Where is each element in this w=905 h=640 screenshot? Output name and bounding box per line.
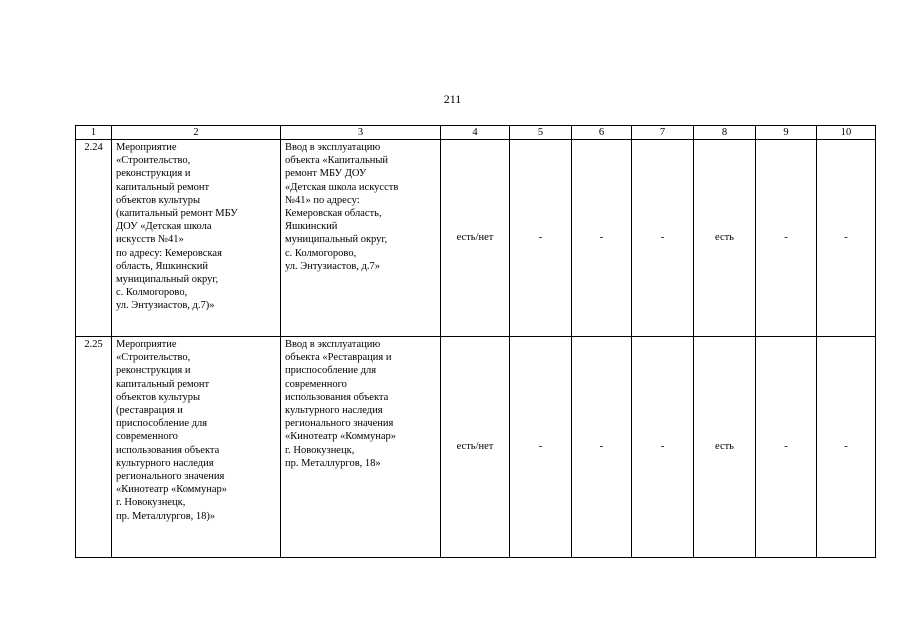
row-number: 2.25 <box>76 337 112 558</box>
table-row <box>76 337 876 558</box>
result-cell: Ввод в эксплуатацию объекта «Реставрация и приспособление для современного использования объекта культурного наследия регионального значения «Кинотеатр «Коммунар» г. Новокузнецк, пр. Металлургов, 18» <box>281 337 441 558</box>
value-cell: есть/нет <box>441 337 510 558</box>
column-header: 2 <box>112 126 281 140</box>
value-cell: - <box>817 140 876 337</box>
value-cell: есть <box>694 140 756 337</box>
column-header: 7 <box>632 126 694 140</box>
result-cell: Ввод в эксплуатацию объекта «Капитальный ремонт МБУ ДОУ «Детская школа искусств №41» по адресу: Кемеровская область, Яшкинский муниципальный округ, с. Колмогорово, ул. Энтузиастов, д.7» <box>281 140 441 337</box>
value-cell: - <box>756 337 817 558</box>
column-header: 4 <box>441 126 510 140</box>
value-cell: - <box>817 337 876 558</box>
table-header-row <box>76 126 876 140</box>
value-cell: есть/нет <box>441 140 510 337</box>
page-number: 211 <box>443 92 462 106</box>
column-header: 6 <box>572 126 632 140</box>
column-header: 8 <box>694 126 756 140</box>
indicators-table <box>75 125 876 558</box>
table-row <box>76 140 876 337</box>
value-cell: - <box>756 140 817 337</box>
value-cell: - <box>510 337 572 558</box>
value-cell: - <box>510 140 572 337</box>
value-cell: - <box>632 337 694 558</box>
value-cell: - <box>572 140 632 337</box>
event-cell: Мероприятие «Строительство, реконструкция и капитальный ремонт объектов культуры (реставрация и приспособление для современного использования объекта культурного наследия регионального значения «Кинотеатр «Коммунар» г. Новокузнецк, пр. Металлургов, 18)» <box>112 337 281 558</box>
row-number: 2.24 <box>76 140 112 337</box>
column-header: 5 <box>510 126 572 140</box>
event-cell: Мероприятие «Строительство, реконструкция и капитальный ремонт объектов культуры (капитальный ремонт МБУ ДОУ «Детская школа искусств №41» по адресу: Кемеровская область, Яшкинский муниципальный округ, с. Колмогорово, ул. Энтузиастов, д.7)» <box>112 140 281 337</box>
column-header: 9 <box>756 126 817 140</box>
column-header: 10 <box>817 126 876 140</box>
value-cell: есть <box>694 337 756 558</box>
column-header: 3 <box>281 126 441 140</box>
value-cell: - <box>572 337 632 558</box>
column-header: 1 <box>76 126 112 140</box>
value-cell: - <box>632 140 694 337</box>
